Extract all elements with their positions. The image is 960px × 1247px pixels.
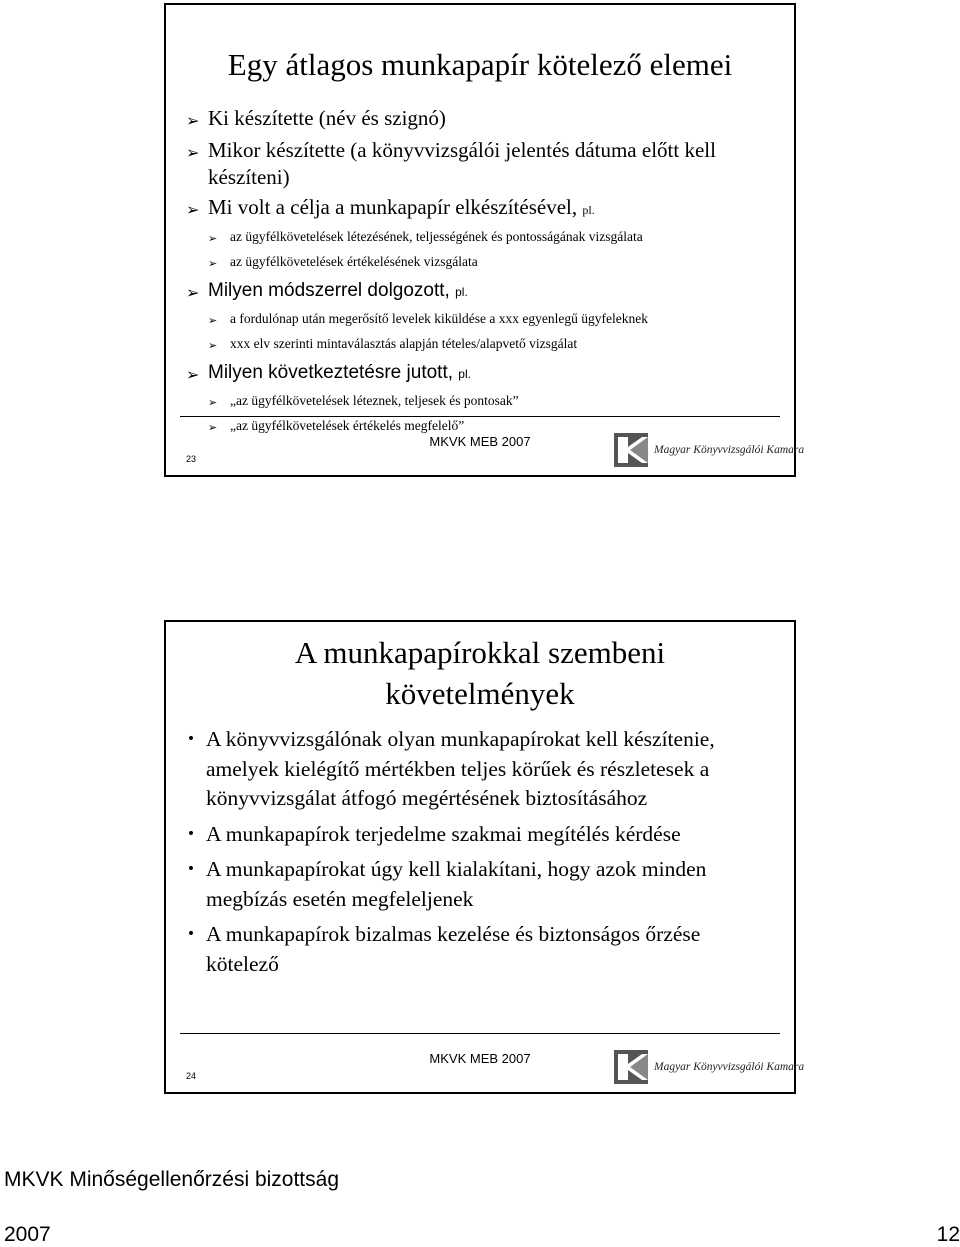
list-item [176, 855, 774, 914]
list-item-text: A munkapapírok bizalmas kezelése és biztonságos őrzése kötelező [206, 922, 701, 976]
sub-list-item-text: „az ügyfélkövetelések értékelés megfelelő” [230, 418, 465, 433]
arrowhead-bullet-icon: ➢ [186, 143, 200, 162]
arrowhead-bullet-icon: ➢ [208, 314, 218, 327]
logo-mark [614, 433, 650, 467]
list-item-text: A könyvvizsgálónak olyan munkapapírokat kell készítenie, amelyek kielégítő mértékben teljes körűek és részletesek a könyvvizsgálat átfogó megértésének biztosításához [206, 727, 715, 810]
sub-list-item-text: xxx elv szerinti mintaválasztás alapján tételes/alapvető vizsgálat [230, 336, 578, 351]
slide-page-number: 23 [186, 454, 197, 464]
arrowhead-bullet-icon: ➢ [186, 111, 200, 130]
slide-23 [164, 3, 805, 477]
list-item [186, 277, 782, 306]
list-item-text: A munkapapírok terjedelme szakmai megítélés kérdése [206, 821, 681, 846]
mkvk-logo-icon [614, 1050, 805, 1084]
list-item [176, 725, 774, 814]
arrowhead-bullet-icon: ➢ [186, 283, 200, 302]
sub-list-item-text: az ügyfélkövetelések létezésének, teljességének és pontosságának vizsgálata [230, 229, 643, 244]
mkvk-logo-icon [614, 433, 805, 467]
arrowhead-bullet-icon: ➢ [186, 365, 200, 384]
footer-divider [180, 416, 780, 417]
list-item-text [208, 105, 446, 132]
slide-body [176, 725, 774, 985]
arrowhead-bullet-icon: ➢ [208, 339, 218, 352]
page-footer-title: MKVK Minőségellenőrzési bizottság [4, 1168, 339, 1191]
list-item-label: Milyen következtetésre jutott, [208, 362, 459, 383]
list-item-label: Milyen módszerrel dolgozott, [208, 280, 456, 301]
list-item [176, 920, 774, 979]
list-item [186, 137, 782, 191]
example-marker: pl. [458, 367, 471, 381]
sub-list-item [208, 334, 782, 356]
arrowhead-bullet-icon: ➢ [186, 200, 200, 219]
slide-title-line-1: A munkapapírokkal szembeni [294, 635, 666, 670]
arrowhead-bullet-icon: ➢ [208, 257, 218, 270]
slide-title-line-2: követelmények [385, 676, 575, 711]
sub-list-item [208, 309, 782, 331]
arrowhead-bullet-icon: ➢ [208, 232, 218, 245]
slide-title: Egy átlagos munkapapír kötelező elemei [227, 47, 733, 82]
list-item-text [208, 277, 468, 306]
list-item-label: Mikor készítette (a könyvvizsgálói jelentés dátuma előtt kell készíteni) [208, 138, 716, 189]
list-item [186, 194, 782, 224]
round-bullet-icon: • [186, 926, 196, 942]
logo-text: Magyar Könyvvizsgálói Kamara [654, 1061, 805, 1073]
sub-list-item-text: a fordulónap után megerősítő levelek kiküldése a xxx egyenlegű ügyfeleknek [230, 311, 648, 326]
slide-page-number: 24 [186, 1071, 197, 1081]
list-item-text [208, 137, 782, 191]
page-footer-year: 2007 [4, 1223, 51, 1246]
footer-divider [180, 1033, 780, 1034]
list-item [186, 359, 782, 388]
slide-footer-text: MKVK MEB 2007 [429, 434, 531, 449]
sub-list-item [208, 252, 782, 274]
list-item-text [208, 359, 471, 388]
slide-title [166, 632, 794, 714]
list-item-text: A munkapapírokat úgy kell kialakítani, hogy azok minden megbízás esetén megfeleljenek [206, 857, 707, 911]
example-marker: pl. [582, 203, 595, 217]
page-footer-page-number: 12 [936, 1223, 960, 1246]
slide-24 [164, 620, 805, 1094]
list-item-label: Mi volt a célja a munkapapír elkészítésével, [208, 195, 583, 219]
list-item-label: Ki készítette (név és szignó) [208, 106, 446, 130]
logo-text: Magyar Könyvvizsgálói Kamara [654, 444, 805, 456]
slide-footer-text: MKVK MEB 2007 [429, 1051, 531, 1066]
list-item-text [208, 194, 595, 224]
round-bullet-icon: • [186, 731, 196, 747]
sub-list-item [208, 391, 782, 413]
list-item [176, 820, 774, 850]
round-bullet-icon: • [186, 861, 196, 877]
sub-list-item [208, 227, 782, 249]
slide-body [186, 105, 782, 441]
sub-list-item-text: az ügyfélkövetelések értékelésének vizsgálata [230, 254, 478, 269]
arrowhead-bullet-icon: ➢ [208, 421, 218, 434]
example-marker: pl. [455, 285, 468, 299]
round-bullet-icon: • [186, 825, 196, 842]
arrowhead-bullet-icon: ➢ [208, 396, 218, 409]
list-item [186, 105, 782, 134]
logo-mark [614, 1050, 650, 1084]
sub-list-item-text: „az ügyfélkövetelések léteznek, teljesek és pontosak” [230, 393, 519, 408]
